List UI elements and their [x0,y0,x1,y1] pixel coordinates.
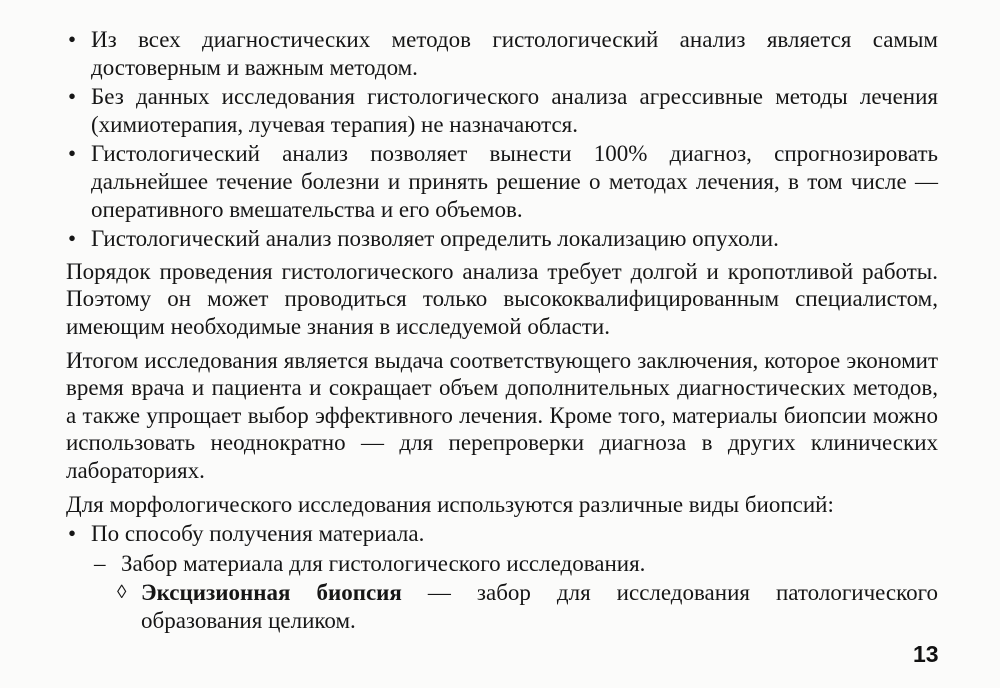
list-level-2-text: Забор материала для гистологического исследования. [121,550,646,576]
list-level-2 [66,550,938,578]
bullet-marker: • [68,84,77,110]
dash-marker: – [94,550,106,576]
page-text [66,26,938,634]
bullet-text: Из всех диагностических методов гистологический анализ является самым достоверным и важным методом. [91,27,938,80]
bullet-marker: • [68,521,77,547]
bullet-text: Гистологический анализ позволяет вынести 100% диагноз, спрогнозировать дальнейшее течение болезни и принять решение о методах лечения, в том числе — оперативного вмешательства и его объемов. [91,141,938,222]
term-definition: — забор для исследования патологического образования целиком. [141,580,938,633]
bullet-text: Гистологический анализ позволяет определить локализацию опухоли. [91,226,779,252]
bullet-marker: • [68,27,77,52]
list-level-1-text: По способу получения материала. [91,521,425,547]
bullet-item [66,140,938,223]
term-bold: Эксцизионная биопсия [141,580,402,606]
paragraph: Итогом исследования является выдача соответствующего заключения, которое экономит время врача и пациента и сокращает объем дополнительных диагностических методов, а также упрощает выбор эффективного лечения. Кроме того, материалы биопсии можно использовать неоднократно — для перепроверки диагноза в других клинических лабораториях. [66,347,938,483]
page-number: 13 [913,641,939,667]
paragraph: Для морфологического исследования используются различные виды биопсий: [66,491,834,517]
bullet-marker: • [68,141,77,167]
list-level-1 [66,520,938,548]
bullet-item [66,83,938,138]
bullet-item [66,225,938,253]
paragraph: Порядок проведения гистологического анализа требует долгой и кропотливой работы. Поэтому он может проводиться только высококвалифицированным специалистом, имеющим необходимые знания в исследуемой области. [66,258,938,339]
list-level-3 [66,579,938,634]
bullet-item [66,26,938,81]
bullet-marker: • [68,226,77,252]
diamond-marker: ◊ [117,582,127,604]
bullet-text: Без данных исследования гистологического анализа агрессивные методы лечения (химиотерапия, лучевая терапия) не назначаются. [91,84,938,137]
